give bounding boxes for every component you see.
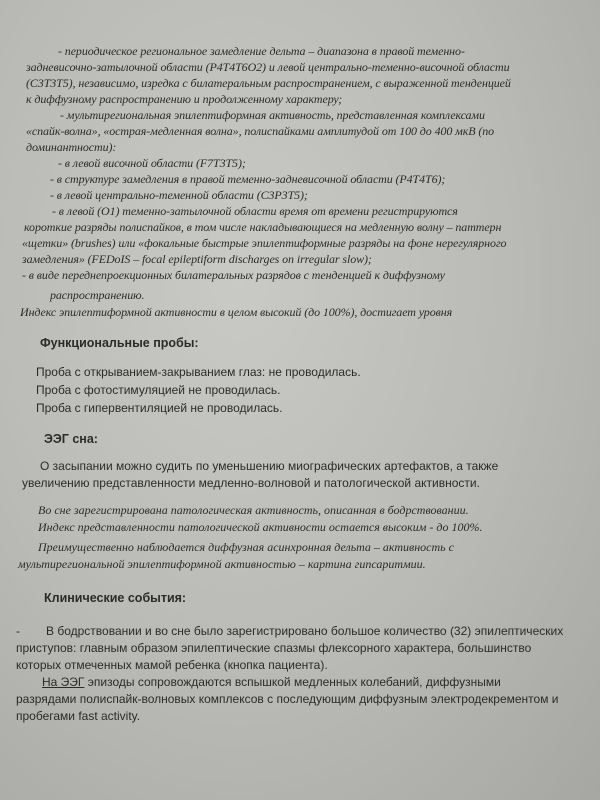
text-line: мультирегиональной эпилептиформной активностью – картина гипсаритмии. [18,557,426,571]
section-heading: ЭЭГ сна: [44,432,98,446]
text-line: - периодическое региональное замедление дельта – диапазона в правой теменно- [58,44,465,58]
section-heading: Клинические события: [44,591,187,605]
text-line: пробегами fast activity. [16,709,141,723]
text-line: Проба с гипервентиляцией не проводилась. [36,401,283,415]
text-line: Проба с открыванием-закрыванием глаз: не проводилась. [36,365,361,379]
text-line: На ЭЭГ эпизоды сопровождаются вспышкой медленных колебаний, диффузными [42,675,501,689]
text-line: Проба с фотостимуляцией не проводилась. [36,383,281,397]
text-line: - в виде переднепроекционных билатеральных разрядов с тенденцией к диффузному [22,268,445,282]
text-line: которых отмеченных мамой ребенка (кнопка пациента). [16,658,328,672]
text-line: Преимущественно наблюдается диффузная асинхронная дельта – активность с [38,540,454,554]
text-line: - в левой центрально-теменной области (C3P3T5); [50,188,308,202]
text-line: «спайк-волна», «острая-медленная волна», полиспайками амплитудой от 100 до 400 мкВ (по [26,124,495,138]
text-line: распространению. [50,288,145,302]
text-line: к диффузному распространению и продолженному характеру; [26,92,343,106]
text-line: задневисочно-затылочной области (P4T4T6O2) и левой центрально-теменно-височной области [26,60,510,74]
text-line: В бодрствовании и во сне было зарегистрировано большое количество (32) эпилептических [46,624,564,638]
text-line: - мультирегиональная эпилептиформная активность, представленная комплексами [60,108,485,122]
text-line: разрядами полиспайк-волновых комплексов с последующим диффузным электродекрементом и [16,692,559,706]
text-line: приступов: главным образом эпилептические спазмы флексорного характера, большинство [16,641,532,655]
section-heading: Функциональные пробы: [40,336,199,350]
text-line: короткие разряды полиспайков, в том числе накладывающиеся на медленную волну – паттерн [24,220,502,234]
text-line: увеличению представленности медленно-волновой и патологической активности. [22,476,480,490]
text-line: замедления» (FEDoIS – focal epileptiform discharges on irregular slow); [22,252,372,266]
text-line: «щетки» (brushes) или «фокальные быстрые эпилептиформные разряды на фоне нерегулярного [22,236,507,250]
text-line: (C3T3T5), независимо, изредка с билатеральным распространением, с выраженной тенденцией [26,76,511,90]
text-line: Индекс представленности патологической активности остается высоким - до 100%. [38,520,483,534]
list-bullet: - [16,624,20,638]
text-line: - в левой височной области (F7T3T5); [58,156,246,170]
text-line: Индекс эпилептиформной активности в целом высокий (до 100%), достигает уровня [20,305,453,319]
text-line: - в левой (O1) теменно-затылочной области время от времени регистрируются [52,204,458,218]
text-line: доминантности): [26,140,117,154]
text-line: - в структуре замедления в правой теменно-задневисочной области (P4T4T6); [50,172,446,186]
text-line: О засыпании можно судить по уменьшению миографических артефактов, а также [40,459,499,473]
text-line: Во сне зарегистрирована патологическая активность, описанная в бодрствовании. [38,503,469,517]
underlined-term: На ЭЭГ [42,675,85,689]
